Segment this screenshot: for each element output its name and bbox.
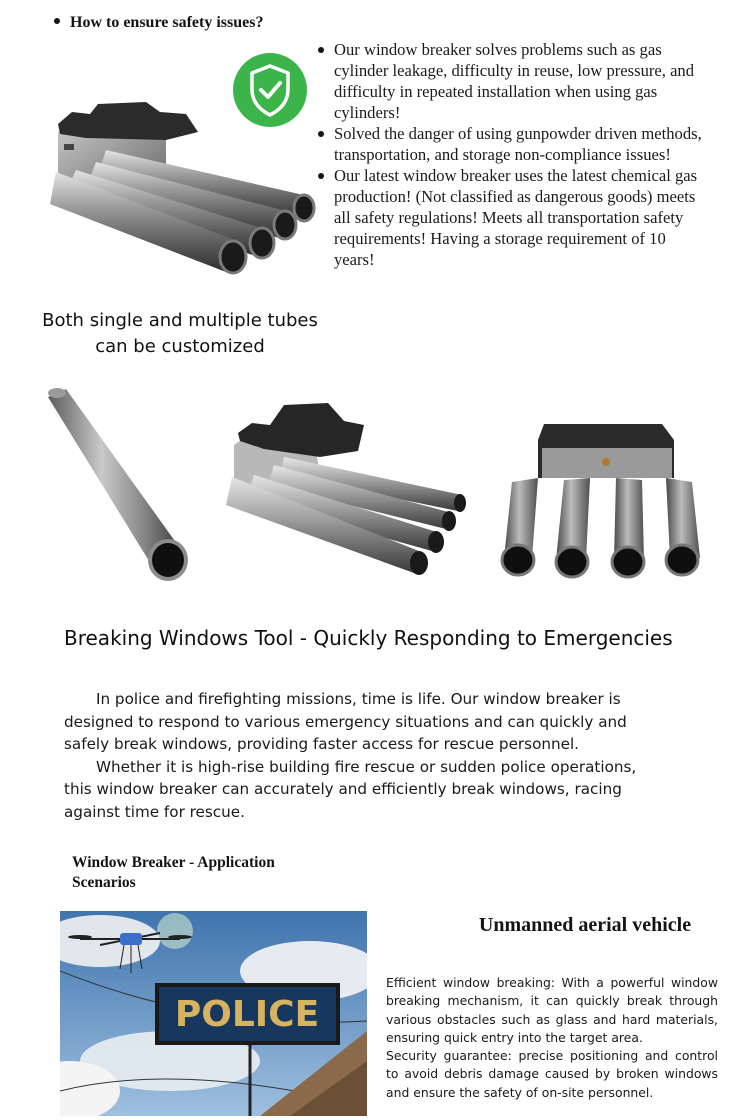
scenarios-title: Window Breaker - Application Scenarios (72, 854, 275, 891)
uav-description (386, 974, 718, 1102)
four-tube-breaker-image (46, 92, 326, 282)
customize-caption: Both single and multiple tubes can be customized (42, 310, 318, 357)
safety-heading-text: How to ensure safety issues? (70, 14, 264, 31)
four-tube-angled-image (224, 395, 474, 580)
four-tube-front-image (498, 418, 703, 583)
bullet-icon (54, 18, 60, 24)
safety-point: Our window breaker solves problems such as gas cylinder leakage, difficulty in reuse, low pressure, and difficulty in repeated installation when using gas cylinders! (316, 39, 706, 123)
body-paragraph: In police and firefighting missions, time is life. Our window breaker is designed to respond to various emergency situations and can quickly and safely break windows, providing faster access for rescue personnel. (64, 690, 627, 753)
safety-point: Solved the danger of using gunpowder driven methods, transportation, and storage non-compliance issues! (316, 123, 706, 165)
police-sign-text: POLICE (174, 994, 320, 1035)
body-paragraph: Whether it is high-rise building fire rescue or sudden police operations, this window breaker can accurately and efficiently break windows, racing against time for rescue. (64, 757, 637, 821)
safety-heading (54, 14, 263, 32)
safety-points-list (316, 39, 706, 270)
safety-point: Our latest window breaker uses the latest chemical gas production! (Not classified as dangerous goods) meets all safety regulations! Meets all transportation safety requirements! Having a storage requirement of 10 years! (316, 165, 706, 270)
section-title: Breaking Windows Tool - Quickly Responding to Emergencies (64, 626, 673, 650)
uav-paragraph: Efficient window breaking: With a powerful window breaking mechanism, it can quickly break through various obstacles such as glass and hard materials, ensuring quick entry into the target area. (386, 975, 718, 1045)
single-tube-image (42, 385, 202, 585)
uav-title: Unmanned aerial vehicle (478, 914, 692, 936)
police-drone-photo (60, 911, 367, 1116)
emergency-body (64, 688, 664, 823)
uav-paragraph: Security guarantee: precise positioning and control to avoid debris damage caused by broken windows and ensure the safety of on-site personnel. (386, 1048, 718, 1100)
